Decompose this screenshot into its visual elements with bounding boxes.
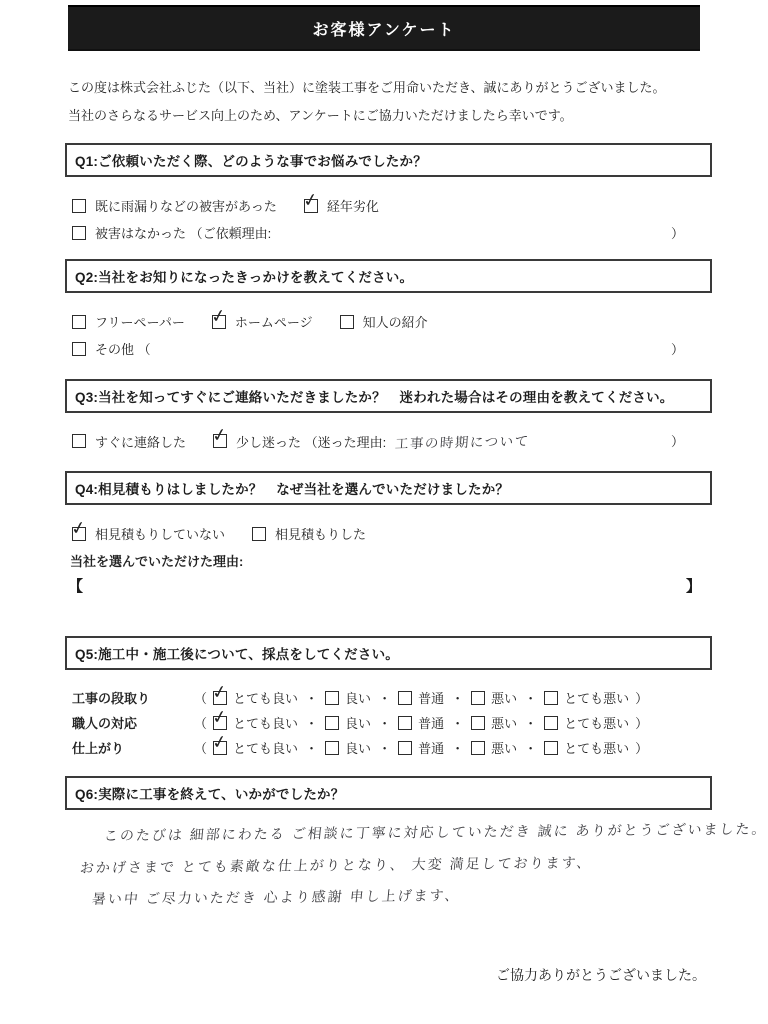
q3-title: Q3:当社を知ってすぐにご連絡いただきましたか？ 迷われた場合はその理由を教えてください。 (75, 390, 674, 405)
q1-rain-damage-checkbox[interactable] (72, 199, 86, 213)
q5-scale-verygood-label: とても良い (233, 691, 299, 706)
q4-other-quotes-checkbox[interactable] (252, 527, 266, 541)
q2-free-paper-label: フリーペーパー (95, 315, 185, 330)
q3-immediately-label: すぐに連絡した (95, 434, 187, 450)
q4-no-other-quotes-label: 相見積もりしていない (95, 527, 226, 542)
q2-option-row-1 (72, 312, 702, 331)
q5-finish-verybad-checkbox[interactable] (544, 741, 558, 755)
intro-line-1: この度は株式会社ふじた（以下、当社）に塗装工事をご用命いただき、誠にありがとうございました。 (68, 80, 666, 95)
q5-row-finish (72, 738, 712, 757)
q5-scale-normal-label: 普通 (418, 741, 445, 756)
q5-row-craftsmen (72, 713, 712, 732)
intro-line-2: 当社のさらなるサービス向上のため、アンケートにご協力いただけましたら幸いです。 (68, 108, 573, 123)
q5-paren-open: （ (194, 691, 208, 706)
q4-other-quotes-label: 相見積もりした (275, 527, 367, 542)
q5-paren-open: （ (194, 741, 208, 756)
q5-separator: ・ (524, 691, 538, 706)
intro-text (68, 74, 716, 130)
q1-aging-label: 経年劣化 (326, 199, 379, 214)
q5-scale-verygood-label: とても良い (233, 741, 299, 756)
q5-separator: ・ (305, 741, 319, 756)
q5-separator: ・ (305, 716, 319, 731)
q5-scale-bad-label: 悪い (491, 691, 518, 706)
q5-finish-verygood-checkbox[interactable] (213, 741, 227, 755)
q5-scheduling-normal-checkbox[interactable] (398, 691, 412, 705)
q5-separator: ・ (524, 716, 538, 731)
q5-header (65, 636, 712, 670)
q4-option-row (72, 524, 702, 543)
q3-header (65, 379, 712, 413)
q5-scale-normal-label: 普通 (418, 691, 445, 706)
q1-header (65, 143, 712, 177)
q5-finish-good-checkbox[interactable] (325, 741, 339, 755)
q2-referral-label: 知人の紹介 (362, 315, 428, 330)
q4-bracket-close: 】 (686, 578, 702, 595)
q4-header (65, 471, 712, 505)
q5-scheduling-good-checkbox[interactable] (325, 691, 339, 705)
q5-title: Q5:施工中・施工後について、採点をしてください。 (75, 647, 399, 662)
q5-row-scheduling-label: 工事の段取り (72, 691, 151, 706)
q4-bracket-open: 【 (68, 578, 84, 595)
q5-scheduling-verygood-checkbox[interactable] (213, 691, 227, 705)
q2-header (65, 259, 712, 293)
q5-scale-bad-label: 悪い (491, 741, 518, 756)
q2-other-label: その他 （ (95, 342, 151, 357)
q1-no-damage-label: 被害はなかった （ご依頼理由: (95, 226, 272, 241)
q5-scale-good-label: 良い (345, 691, 372, 706)
q5-separator: ・ (451, 716, 465, 731)
q5-scale-good-label: 良い (345, 716, 372, 731)
q3-hesitated-checkbox[interactable] (213, 434, 227, 448)
q3-hesitated-label: 少し迷った （迷った理由: (236, 434, 387, 450)
q2-option-row-2 (72, 339, 702, 358)
q5-separator: ・ (378, 741, 392, 756)
q2-referral-checkbox[interactable] (340, 315, 354, 329)
q5-scheduling-verybad-checkbox[interactable] (544, 691, 558, 705)
q1-no-damage-checkbox[interactable] (72, 226, 86, 240)
q3-option-row (72, 431, 702, 451)
q5-craftsmen-normal-checkbox[interactable] (398, 716, 412, 730)
q5-scale-bad-label: 悪い (491, 716, 518, 731)
q2-homepage-checkbox[interactable] (212, 315, 226, 329)
q1-option-row-2 (72, 223, 702, 242)
q5-row-scheduling (72, 688, 712, 707)
q1-option-row-1 (72, 196, 702, 215)
q5-separator: ・ (378, 716, 392, 731)
q3-close-paren: ） (670, 434, 684, 449)
q5-scale-verybad-label: とても悪い (564, 691, 630, 706)
q5-scale-good-label: 良い (345, 741, 372, 756)
q2-homepage-label: ホームページ (234, 315, 313, 330)
q2-free-paper-checkbox[interactable] (72, 315, 86, 329)
q2-close-paren: ） (670, 342, 684, 357)
q5-scale-verybad-label: とても悪い (564, 741, 630, 756)
q6-handwriting-line-3: 暑い中 ご尽力いただき 心より感謝 申し上げます、 (91, 887, 462, 907)
q1-close-paren: ） (670, 226, 684, 241)
q5-row-craftsmen-label: 職人の対応 (72, 716, 138, 731)
q5-separator: ・ (305, 691, 319, 706)
q5-paren-close: ） (635, 716, 649, 731)
q5-scale-verybad-label: とても悪い (564, 716, 630, 731)
q6-header (65, 776, 712, 810)
q5-scale-normal-label: 普通 (418, 716, 445, 731)
q4-no-other-quotes-checkbox[interactable] (72, 527, 86, 541)
page-title: お客様アンケート (312, 21, 456, 39)
q5-paren-close: ） (635, 691, 649, 706)
q6-title: Q6:実際に工事を終えて、いかがでしたか？ (75, 787, 345, 802)
q3-immediately-checkbox[interactable] (72, 434, 86, 448)
q5-row-finish-label: 仕上がり (72, 741, 125, 756)
q5-separator: ・ (451, 741, 465, 756)
q1-rain-damage-label: 既に雨漏りなどの被害があった (95, 199, 277, 214)
q5-craftsmen-verybad-checkbox[interactable] (544, 716, 558, 730)
q5-scheduling-bad-checkbox[interactable] (471, 691, 485, 705)
q1-title: Q1:ご依頼いただく際、どのような事でお悩みでしたか？ (75, 154, 427, 169)
q5-separator: ・ (378, 691, 392, 706)
q5-craftsmen-good-checkbox[interactable] (325, 716, 339, 730)
footer-thanks: ご協力ありがとうございました。 (496, 969, 706, 984)
q5-paren-open: （ (194, 716, 208, 731)
q6-handwriting-line-1: このたびは 細部にわたる ご相談に丁寧に対応していただき 誠に ありがとうございました。 (103, 820, 768, 844)
q5-separator: ・ (451, 691, 465, 706)
q4-title: Q4:相見積もりはしましたか？ なぜ当社を選んでいただけましたか？ (75, 482, 510, 497)
q5-finish-bad-checkbox[interactable] (471, 741, 485, 755)
q5-separator: ・ (524, 741, 538, 756)
q5-scale-verygood-label: とても良い (233, 716, 299, 731)
q6-handwriting-line-2: おかげさまで とても素敵な仕上がりとなり、 大変 満足しております、 (79, 854, 594, 876)
title-bar (68, 5, 700, 51)
q2-other-checkbox[interactable] (72, 342, 86, 356)
q5-paren-close: ） (635, 741, 649, 756)
q4-reason-label: 当社を選んでいただけた理由: (70, 554, 244, 569)
q5-finish-normal-checkbox[interactable] (398, 741, 412, 755)
q3-hesitate-reason-handwriting: 工事の時期について (394, 433, 531, 452)
q5-craftsmen-verygood-checkbox[interactable] (213, 716, 227, 730)
q1-aging-checkbox[interactable] (304, 199, 318, 213)
q5-craftsmen-bad-checkbox[interactable] (471, 716, 485, 730)
q2-title: Q2:当社をお知りになったきっかけを教えてください。 (75, 270, 414, 285)
